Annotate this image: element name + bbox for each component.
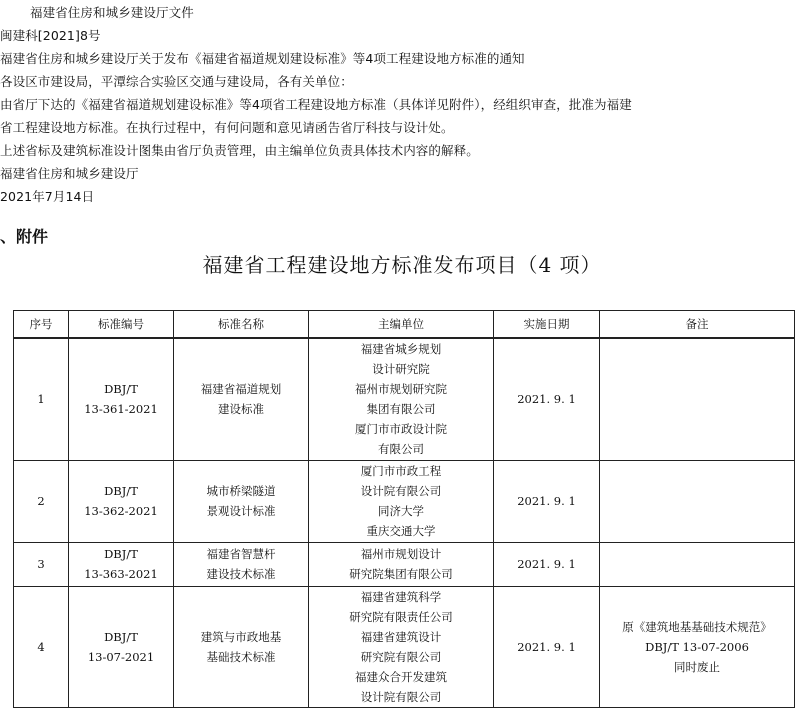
- cell-units-line: 福州市规划研究院: [355, 382, 447, 397]
- cell-code-line: 13-362-2021: [84, 504, 158, 518]
- cell-remark-line: 同时废止: [674, 659, 720, 674]
- cell-code-line: DBJ/T: [104, 382, 138, 397]
- cell-units-line: 同济大学: [378, 504, 424, 518]
- header-remark: 备注: [600, 311, 795, 339]
- cell-units-line: 福建众合开发建筑: [355, 669, 447, 684]
- cell-no: 3: [14, 542, 69, 586]
- cell-date: 2021. 9. 1: [494, 586, 600, 707]
- cell-code: [69, 460, 174, 542]
- cell-date: 2021. 9. 1: [494, 460, 600, 542]
- header-no: 序号: [14, 311, 69, 339]
- body-line-3: 上述省标及建筑标准设计图集由省厅负责管理，由主编单位负责具体技术内容的解释。: [0, 143, 479, 158]
- table-row: [14, 542, 795, 586]
- attachment-title: 福建省工程建设地方标准发布项目（4 项）: [202, 253, 602, 277]
- header-units: 主编单位: [309, 311, 494, 339]
- cell-units-line: 福州市规划设计: [360, 547, 442, 561]
- cell-units-line: 福建省城乡规划: [360, 342, 442, 357]
- cell-name-line: 建设技术标准: [206, 567, 276, 581]
- cell-no: 4: [14, 586, 69, 707]
- body-line-2: 省工程建设地方标准。在执行过程中，有何问题和意见请函告省厅科技与设计处。: [0, 120, 454, 135]
- cell-name-line: 福建省智慧杆: [206, 547, 276, 561]
- header-name: 标准名称: [174, 311, 309, 339]
- cell-units-line: 设计院有限公司: [360, 689, 442, 704]
- cell-units-line: 设计院有限公司: [360, 484, 442, 498]
- cell-units-line: 设计研究院: [372, 362, 430, 377]
- standards-table: [13, 310, 795, 708]
- cell-units-line: 集团有限公司: [366, 402, 436, 417]
- cell-remark: [600, 338, 795, 460]
- cell-remark: [600, 460, 795, 542]
- cell-name-line: 福建省福道规划: [200, 382, 282, 397]
- cell-remark-line: DBJ/T 13-07-2006: [645, 639, 749, 654]
- cell-units-line: 研究院集团有限公司: [349, 567, 453, 581]
- cell-name-line: 基础技术标准: [206, 649, 276, 664]
- cell-no: 1: [14, 338, 69, 460]
- cell-units-line: 福建省建筑科学: [360, 589, 442, 604]
- cell-units-line: 厦门市市政设计院: [355, 422, 447, 437]
- cell-no: 2: [14, 460, 69, 542]
- cell-units: [309, 460, 494, 542]
- cell-units-line: 福建省建筑设计: [360, 629, 442, 644]
- cell-code-line: 13-363-2021: [84, 567, 158, 581]
- cell-name: [174, 542, 309, 586]
- body-line-1: 由省厅下达的《福建省福道规划建设标准》等4项省工程建设地方标准（具体详见附件），经组织审查，批准为福建: [0, 97, 632, 112]
- header-date: 实施日期: [494, 311, 600, 339]
- cell-code-line: 13-07-2021: [87, 649, 155, 664]
- cell-name: [174, 586, 309, 707]
- attachment-label: 、附件: [0, 227, 49, 246]
- cell-code: [69, 542, 174, 586]
- cell-code: [69, 338, 174, 460]
- table-row: [14, 586, 795, 707]
- cell-units: [309, 338, 494, 460]
- cell-code-line: 13-361-2021: [84, 402, 158, 417]
- doc-number: 闽建科[2021]8号: [0, 28, 101, 43]
- cell-units: [309, 542, 494, 586]
- cell-code: [69, 586, 174, 707]
- table-header-row: [14, 311, 795, 339]
- cell-remark-line: 原《建筑地基基础技术规范》: [622, 619, 772, 634]
- cell-name-line: 建筑与市政地基: [200, 629, 282, 644]
- cell-name-line: 景观设计标准: [206, 504, 276, 518]
- cell-name: [174, 338, 309, 460]
- cell-units-line: 研究院有限公司: [360, 649, 442, 664]
- cell-code-line: DBJ/T: [104, 629, 138, 644]
- issue-date: 2021年7月14日: [0, 189, 95, 204]
- cell-units: [309, 586, 494, 707]
- cell-remark: [600, 586, 795, 707]
- cell-units-line: 有限公司: [378, 442, 424, 457]
- table-row: [14, 460, 795, 542]
- cell-date: 2021. 9. 1: [494, 338, 600, 460]
- cell-code-line: DBJ/T: [104, 547, 138, 561]
- header-code: 标准编号: [69, 311, 174, 339]
- cell-name-line: 城市桥梁隧道: [206, 484, 276, 498]
- cell-name-line: 建设标准: [218, 402, 264, 417]
- table-row: [14, 338, 795, 460]
- cell-code-line: DBJ/T: [104, 484, 138, 498]
- signature: 福建省住房和城乡建设厅: [0, 166, 139, 181]
- addressees: 各设区市建设局，平潭综合实验区交通与建设局，各有关单位：: [0, 74, 353, 89]
- cell-units-line: 厦门市市政工程: [360, 464, 442, 478]
- issuer-header: 福建省住房和城乡建设厅文件: [30, 5, 194, 20]
- cell-remark: [600, 542, 795, 586]
- notice-subject: 福建省住房和城乡建设厅关于发布《福建省福道规划建设标准》等4项工程建设地方标准的通知: [0, 51, 525, 66]
- cell-units-line: 重庆交通大学: [366, 524, 436, 538]
- cell-units-line: 研究院有限责任公司: [349, 609, 453, 624]
- cell-name: [174, 460, 309, 542]
- cell-date: 2021. 9. 1: [494, 542, 600, 586]
